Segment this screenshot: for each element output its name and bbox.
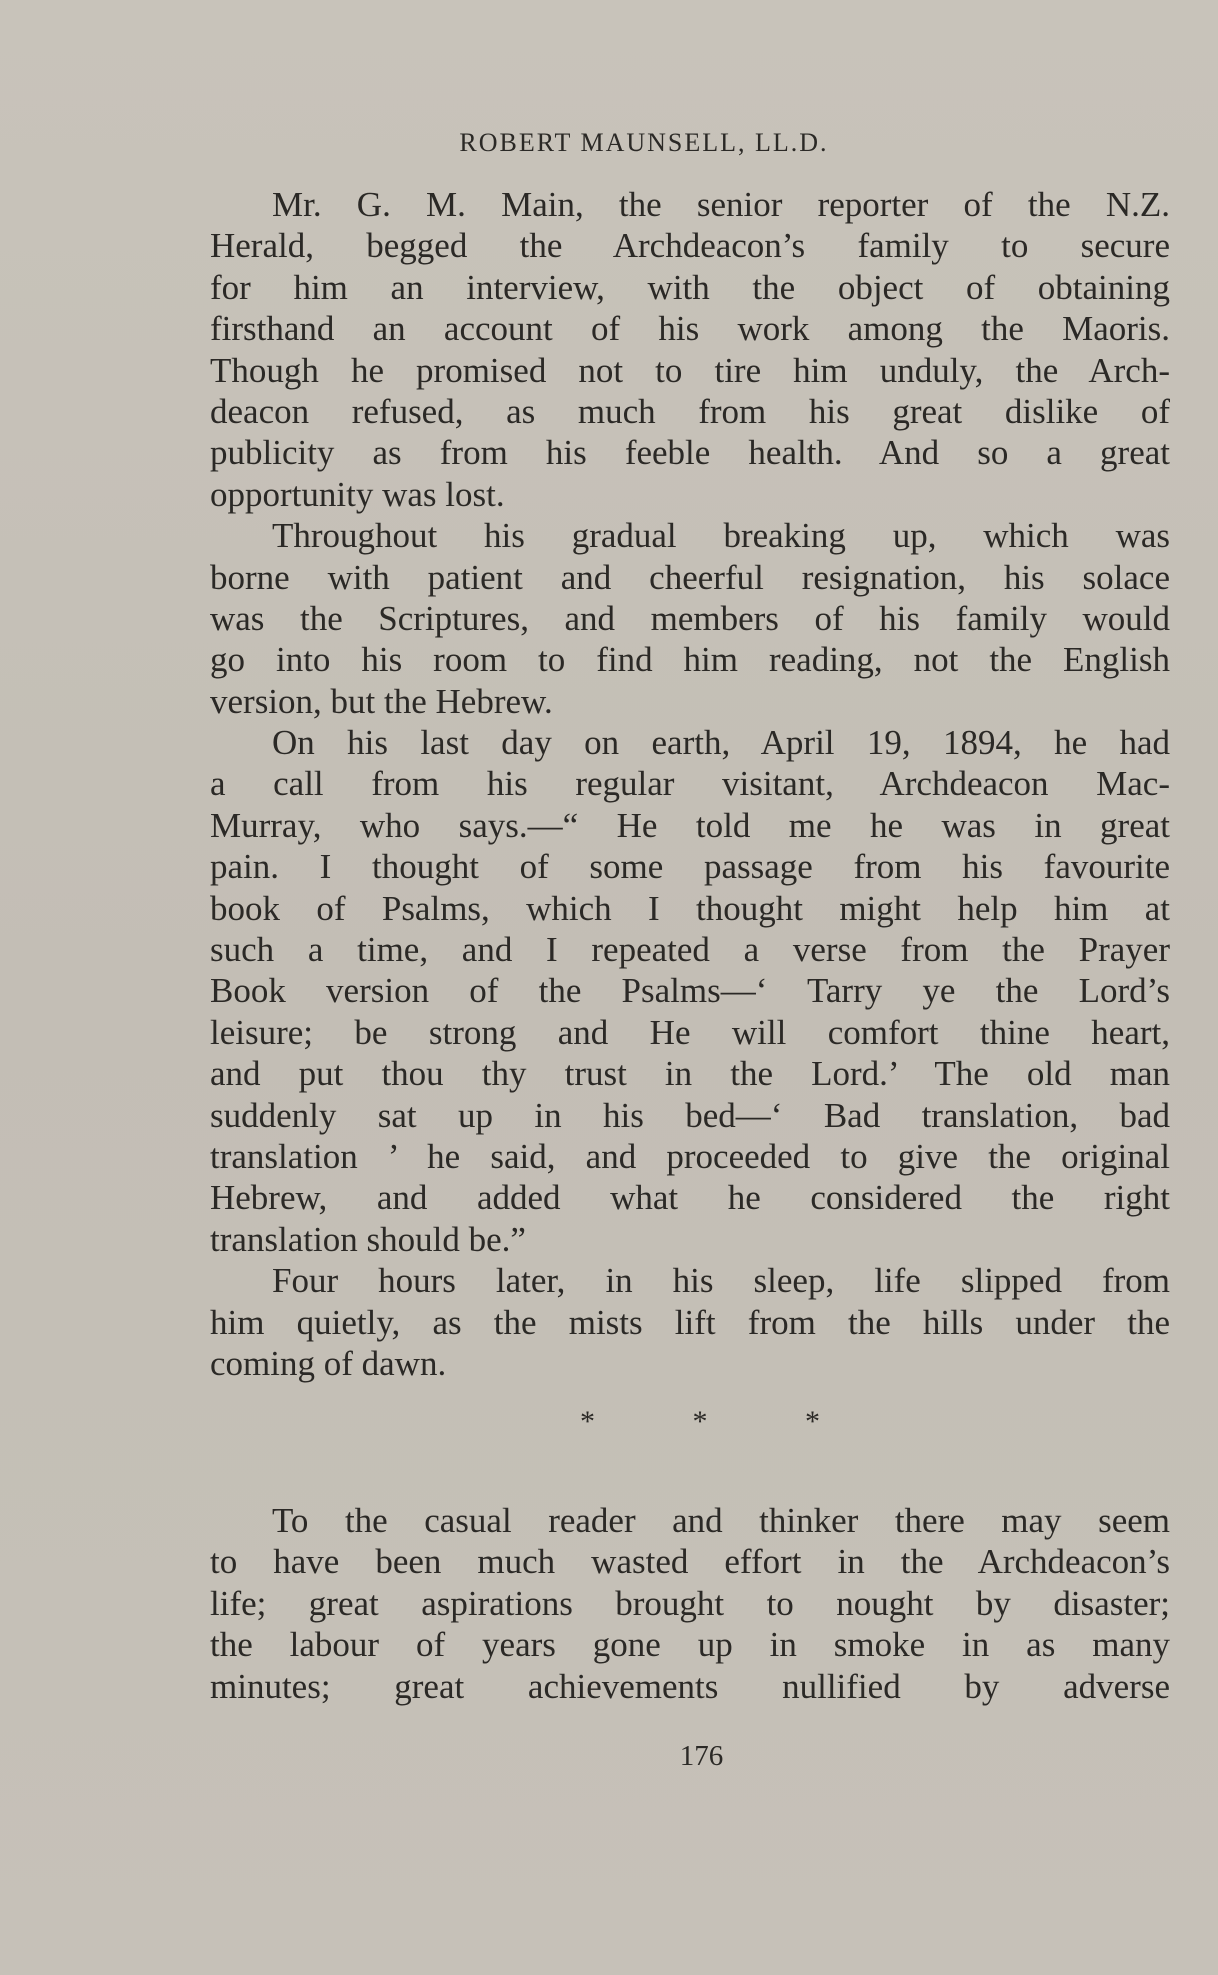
text-line: for him an interview, with the object of obtaining — [210, 267, 1170, 307]
text-line: translation ’ he said, and proceeded to give the original — [210, 1136, 1170, 1176]
text-line: To the casual reader and thinker there may seem — [272, 1501, 1170, 1540]
text-line: Herald, begged the Archdeacon’s family to secure — [210, 226, 1170, 266]
text-line: suddenly sat up in his bed—‘ Bad translation, bad — [210, 1095, 1170, 1135]
closing-text-block — [210, 1500, 1170, 1707]
asterisk: * — [692, 1405, 708, 1438]
text-line: Hebrew, and added what he considered the right — [210, 1178, 1170, 1218]
text-line: Four hours later, in his sleep, life slipped from — [272, 1261, 1170, 1301]
text-line: go into his room to find him reading, not the English — [210, 640, 1170, 680]
text-line: book of Psalms, which I thought might help him at — [210, 888, 1170, 928]
text-line: publicity as from his feeble health. And so a great — [210, 433, 1170, 473]
text-line: Mr. G. M. Main, the senior reporter of the N.Z. — [272, 185, 1170, 224]
text-line: a call from his regular visitant, Archdeacon Mac- — [210, 764, 1170, 804]
text-line: coming of dawn. — [210, 1343, 447, 1383]
text-line: and put thou thy trust in the Lord.’ The old man — [210, 1054, 1170, 1094]
running-head: ROBERT MAUNSELL, LL.D. — [459, 128, 829, 157]
text-line: On his last day on earth, April 19, 1894, he had — [272, 723, 1170, 763]
asterisk: * — [580, 1405, 595, 1438]
text-line: version, but the Hebrew. — [210, 681, 553, 721]
text-line: to have been much wasted effort in the Archdeacon’s — [210, 1542, 1170, 1582]
text-line: him quietly, as the mists lift from the hills under the — [210, 1302, 1170, 1342]
text-line: the labour of years gone up in smoke in as many — [210, 1625, 1170, 1665]
page-number: 176 — [679, 1740, 724, 1772]
text-line: deacon refused, as much from his great dislike of — [210, 391, 1170, 431]
text-line: such a time, and I repeated a verse from the Prayer — [210, 930, 1170, 970]
text-line: Book version of the Psalms—‘ Tarry ye the Lord’s — [210, 971, 1170, 1011]
asterisk: * — [805, 1405, 820, 1438]
text-line: firsthand an account of his work among the Maoris. — [210, 309, 1170, 349]
text-line: was the Scriptures, and members of his family would — [210, 598, 1170, 638]
text-line: minutes; great achievements nullified by adverse — [210, 1666, 1170, 1706]
text-line: opportunity was lost. — [210, 474, 505, 514]
text-line: pain. I thought of some passage from his favourite — [210, 847, 1170, 887]
text-line: Though he promised not to tire him unduly, the Arch- — [210, 350, 1170, 390]
text-line: borne with patient and cheerful resignation, his solace — [210, 557, 1170, 597]
text-line: translation should be.” — [210, 1219, 526, 1259]
text-line: leisure; be strong and He will comfort thine heart, — [210, 1012, 1170, 1052]
text-line: life; great aspirations brought to nought by disaster; — [210, 1583, 1170, 1623]
section-separator — [580, 1405, 820, 1439]
main-text-block — [210, 184, 1170, 1384]
text-line: Throughout his gradual breaking up, which was — [272, 516, 1170, 556]
text-line: Murray, who says.—“ He told me he was in great — [210, 805, 1170, 845]
